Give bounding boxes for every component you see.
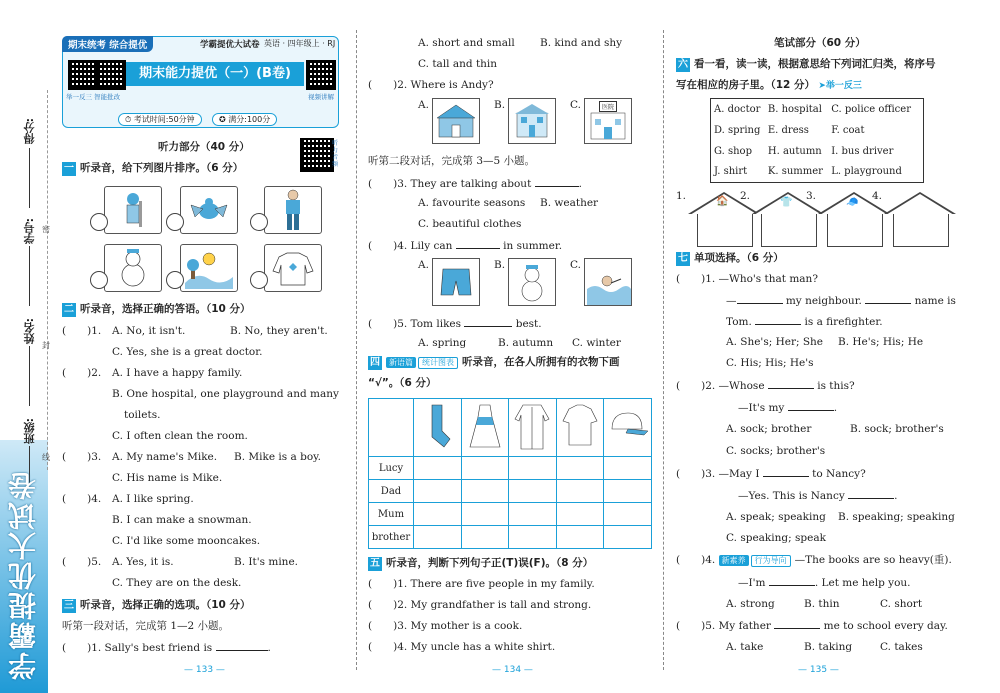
page-number: — 133 — [184,665,225,675]
answer-circle[interactable] [166,271,184,289]
doctor-icon: 🏠 [716,196,729,207]
house-3-box[interactable] [827,214,883,247]
column-divider-1 [356,30,357,670]
answer-circle[interactable] [250,213,268,231]
id-line [29,246,30,306]
tag-new-text: 新语篇 [386,357,416,368]
section-6-title: 看一看，读一读，根据意思给下列词汇归类，将序号 [694,58,936,70]
table-cell[interactable] [556,457,604,480]
q3-4-text-end: in summer. [503,240,563,252]
answer-circle[interactable] [250,271,268,289]
table-cell[interactable] [556,480,604,503]
listening-title: 听力部分（40 分） [158,141,250,153]
dress-icon [462,399,508,453]
q7-2-its: —It's my [738,402,785,414]
section-3-header [62,598,251,613]
q2-1-b: B. No, they aren't. [230,325,328,337]
header-tag: 期末统考 综合提优 [62,36,153,52]
q7-1-dash: — [726,295,737,307]
table-cell[interactable] [461,457,509,480]
bird-picture [180,186,238,234]
q7-3-start: ( )3. —May I [676,468,760,480]
q3-5-text-end: best. [515,318,542,330]
name-line [29,346,30,406]
column-divider-2 [663,30,664,670]
coat-header [509,399,557,457]
series-name: 学霸提优大试卷 [200,40,260,50]
q2-2-stem[interactable]: ( )2. [62,367,102,379]
table-cell[interactable] [414,480,462,503]
q7-4-a: A. strong [726,598,775,610]
man-picture [264,186,322,234]
q3-2-b-label: B. [494,99,506,111]
row-label-brother: brother [369,526,414,549]
q3-5-stem[interactable] [368,316,542,331]
q2-4-c: C. I'd like some mooncakes. [112,535,261,547]
word: L. playground [831,166,902,178]
q2-5-b: B. It's mine. [234,556,298,568]
firefighter-picture [104,186,162,234]
shirt-icon [557,399,603,453]
q7-2-start: ( )2. —Whose [676,380,765,392]
name-label: 姓名: [23,318,36,345]
qr-code-icon[interactable] [96,60,126,90]
q2-1-c: C. Yes, she is a great doctor. [112,346,263,358]
audio-qr-caption: 听力音频 [332,140,339,168]
section-4-title-cont: “√”。（6 分） [368,377,437,389]
q2-2-a: A. I have a happy family. [112,367,243,379]
q7-1-c: C. His; His; He's [726,357,814,369]
snowman-picture [508,258,556,306]
q3-3-stem[interactable]: ( )3. They are talking about . [368,178,582,190]
word: F. coat [831,124,865,136]
q7-4-books: —The books are so heavy(重). [794,554,952,566]
q3-4-b-label: B. [494,259,506,271]
q5-1[interactable]: ( )1. There are five people in my family. [368,578,595,590]
cut-mark-3: 线 [42,453,50,462]
q7-4-c: C. short [880,598,923,610]
q2-4-b: B. I can make a snowman. [112,514,252,526]
section-6-title-cont: 写在相应的房子里。（12 分） [676,79,816,91]
q7-4-help: . Let me help you. [814,577,911,589]
table-cell[interactable] [414,526,462,549]
q3-3-c: C. beautiful clothes [418,218,522,230]
q7-5-start: ( )5. My father [676,620,771,632]
house-2-label: 2. [740,190,751,202]
brand-logo-text: 学霸提优大试卷 [7,470,40,680]
section-number: 一 [64,163,74,174]
q7-4-line2 [738,575,911,590]
section-number: 七 [678,253,688,264]
answer-circle[interactable] [90,271,108,289]
cap-header [604,399,652,457]
q2-3-stem[interactable]: ( )3. [62,451,102,463]
q7-3-end: to Nancy? [812,468,866,480]
q5-2[interactable]: ( )2. My grandfather is tall and strong. [368,599,592,611]
q2-4-a: A. I like spring. [112,493,194,505]
q7-1-line2 [726,293,956,308]
q7-5-c: C. takes [880,641,923,653]
table-cell[interactable] [604,503,652,526]
word: A. doctor [714,103,761,115]
table-cell[interactable] [556,526,604,549]
exam-title: 期末能力提优（一）(B卷) [126,62,304,86]
house-picture [432,98,480,144]
section-number: 二 [64,304,74,315]
q3-1-text: ( )1. Sally's best friend is [62,642,213,654]
answer-blank[interactable] [216,640,268,651]
section-number: 六 [678,59,688,70]
q3-4-text: ( )4. Lily can [368,240,453,252]
table-cell[interactable] [414,457,462,480]
q3-1-stem[interactable]: ( )1. Sally's best friend is . [62,642,271,654]
section-3-title: 听录音，选择正确的选项。（10 分） [80,599,251,611]
house-4-box[interactable] [893,214,949,247]
q3-1-c: C. tall and thin [418,58,498,70]
table-cell[interactable] [509,480,557,503]
table-corner [369,399,414,457]
q7-5-end: me to school every day. [823,620,948,632]
q7-1-fire: is a firefighter. [804,316,883,328]
word: B. hospital [767,103,822,115]
section-7-title: 单项选择。（6 分） [694,252,784,264]
word: J. shirt [714,166,748,178]
q2-5-c: C. They are on the desk. [112,577,242,589]
row-label-lucy: Lucy [369,457,414,480]
page-number: — 135 — [798,665,839,675]
section-5-header [368,556,593,571]
qr-left-caption: 举一反三 智能批改 [66,93,121,101]
q7-2-line2 [738,400,837,415]
table-cell[interactable] [604,480,652,503]
q3-4-stem[interactable] [368,238,562,253]
q2-3-b: B. Mike is a boy. [234,451,322,463]
tag-behavior: 行为导向 [751,555,791,567]
q3-3-b: B. weather [540,197,599,209]
table-cell[interactable] [461,503,509,526]
section-2-title: 听录音，选择正确的答语。（10 分） [80,303,251,315]
table-cell[interactable] [604,457,652,480]
word: E. dress [767,124,809,136]
q7-4-start: ( )4. [676,554,716,566]
q7-3-line1[interactable] [676,466,866,481]
qr-right-caption: 视频讲解 [308,93,334,101]
q2-3-a: A. My name's Mike. [112,451,218,463]
q7-5-line1[interactable] [676,618,948,633]
q2-3-c: C. His name is Mike. [112,472,223,484]
q7-2-line1[interactable] [676,378,855,393]
table-cell[interactable] [414,503,462,526]
table-cell[interactable] [556,503,604,526]
q7-1-tom: Tom. [726,316,752,328]
audio-qr-code-icon[interactable] [300,138,334,172]
table-cell[interactable] [461,526,509,549]
section-6-header [676,57,936,72]
q2-2-c: C. I often clean the room. [112,430,248,442]
answer-blank[interactable] [768,378,814,389]
q7-4-im: —I'm [738,577,766,589]
row-label-dad: Dad [369,480,414,503]
q3-4-c-label: C. [570,259,581,271]
answer-blank[interactable] [755,314,801,325]
tag-new-literacy: 新素养 [719,555,749,566]
link-example[interactable]: ➤举一反三 [818,81,862,91]
q7-3-yes: —Yes. This is Nancy [738,490,845,502]
cut-mark-2: 封 [42,341,50,350]
exam-time-text: 考试时间:50分钟 [133,115,195,124]
cap-icon: 🧢 [846,197,859,208]
q7-4-line1[interactable] [676,553,952,567]
answer-blank[interactable] [535,176,579,187]
q7-2-b: B. sock; brother's [850,423,944,435]
q3-5-a: A. spring [418,337,467,349]
answer-blank[interactable] [848,488,894,499]
snowman-picture [104,244,162,292]
q7-1-mid: my neighbour. [785,295,862,307]
house-3-label: 3. [806,190,817,202]
q7-3-c: C. speaking; speak [726,532,826,544]
answer-circle[interactable] [166,213,184,231]
section-5-title: 听录音，判断下列句子正(T)误(F)。（8 分） [386,557,594,569]
q2-4-stem[interactable]: ( )4. [62,493,102,505]
q7-3-line2 [738,488,897,503]
exam-time: ⏱ 考试时间:50分钟 [118,113,202,126]
q3-5-b: B. autumn [498,337,554,349]
section-6-title-cont-row [676,78,862,93]
section-7-header [676,251,784,266]
q7-1-line3 [726,314,883,329]
q2-5-a: A. Yes, it is. [112,556,174,568]
cut-line [47,90,48,470]
dress-header [461,399,509,457]
q2-1-stem[interactable]: ( )1. [62,325,102,337]
section-number: 四 [370,357,380,368]
shirt-header [556,399,604,457]
house-roof-inner [886,194,954,215]
q7-4-b: B. thin [804,598,840,610]
q3-2-c-label: C. [570,99,581,111]
house-1-label: 1. [676,190,687,202]
q2-1-a: A. No, it isn't. [112,325,186,337]
subject-meta: 英语 · 四年级上 · RJ [264,39,336,48]
sock-header [414,399,462,457]
page-number: — 134 — [492,665,533,675]
word: C. police officer [831,103,911,115]
hospital-picture [584,98,632,144]
answer-blank[interactable] [763,466,809,477]
answer-blank[interactable] [456,238,500,249]
word: I. bus driver [831,145,894,157]
q7-2-c: C. socks; brother's [726,445,826,457]
q7-2-end: is this? [817,380,855,392]
q7-5-a: A. take [726,641,764,653]
q3-3-a: A. favourite seasons [418,197,526,209]
school-picture [508,98,556,144]
shorts-picture [432,258,480,306]
section-4-title: 听录音，在各人所拥有的衣物下画 [462,356,620,368]
score-label: 得分: [23,118,36,145]
section-2-header [62,302,251,317]
answer-circle[interactable] [90,213,108,231]
q3-1-b: B. kind and shy [540,37,623,49]
q7-1-b: B. He's; His; He [838,336,924,348]
answer-blank[interactable] [788,400,834,411]
q3-5-text: ( )5. Tom likes [368,318,462,330]
cap-icon [604,399,650,453]
q7-5-b: B. taking [804,641,853,653]
answer-blank[interactable] [464,316,512,327]
q7-2-dot: . [833,402,838,414]
clothes-table [368,398,652,549]
q3-4-a-label: A. [418,259,429,271]
q3-2-a-label: A. [418,99,429,111]
word-bank [710,98,924,183]
word: K. summer [767,166,823,178]
q7-3-b: B. speaking; speaking [838,511,955,523]
sock-icon [414,399,460,453]
qr-code-icon[interactable] [306,60,336,90]
q7-3-a: A. speak; speaking [726,511,826,523]
table-cell[interactable] [509,457,557,480]
row-label-mum: Mum [369,503,414,526]
sweater-picture [264,244,322,292]
house-4-label: 4. [872,190,883,202]
clothes-icon: 👕 [780,197,793,208]
section-number: 五 [370,558,380,569]
answer-blank[interactable] [865,293,911,304]
score-line [29,148,30,208]
q2-2-b-cont: toilets. [124,409,161,421]
word: D. spring [714,124,761,136]
q3-1-a: A. short and small [418,37,515,49]
word: H. autumn [767,145,822,157]
q7-1-a: A. She's; Her; She [726,336,824,348]
writing-title: 笔试部分（60 分） [774,37,866,49]
house-2-box[interactable] [761,214,817,247]
exam-score-text: 满分:100分 [228,115,271,124]
q7-3-dot: . [894,490,898,502]
table-cell[interactable] [509,503,557,526]
answer-blank[interactable] [774,618,820,629]
dialogue-2-intro: 听第二段对话，完成第 3—5 小题。 [368,155,536,167]
coat-icon [509,399,555,453]
exam-score: ✪ 满分:100分 [212,113,277,126]
q3-5-c: C. winter [572,337,621,349]
q3-2-stem[interactable]: ( )2. Where is Andy? [368,79,494,91]
id-label: 学号: [23,218,36,245]
answer-blank[interactable] [769,575,815,586]
section-3-intro: 听第一段对话，完成第 1—2 小题。 [62,620,230,632]
tag-chart: 统计图表 [418,357,458,369]
q2-5-stem[interactable]: ( )5. [62,556,102,568]
section-number: 三 [64,600,74,611]
swimming-picture [584,258,632,306]
section-1-header [62,161,243,176]
q3-3-text: ( )3. They are talking about [368,178,532,190]
hospital-sign: 医院 [599,101,617,112]
q7-1-line1[interactable]: ( )1. —Who's that man? [676,273,818,285]
q5-3[interactable]: ( )3. My mother is a cook. [368,620,523,632]
section-4-header [368,355,620,370]
word: G. shop [714,145,752,157]
table-cell[interactable] [509,526,557,549]
table-cell[interactable] [604,526,652,549]
house-1-box[interactable] [697,214,753,247]
park-picture [180,244,238,292]
table-cell[interactable] [461,480,509,503]
q7-2-a: A. sock; brother [726,423,812,435]
class-label: 班级: [23,418,36,445]
q2-2-b: B. One hospital, one playground and many [112,388,339,400]
q7-1-end: name is [914,295,956,307]
q5-4[interactable]: ( )4. My uncle has a white shirt. [368,641,556,653]
qr-code-icon[interactable] [68,60,98,90]
cut-mark-1: 密 [42,225,50,234]
section-1-title: 听录音，给下列图片排序。（6 分） [80,162,244,174]
answer-blank[interactable] [737,293,783,304]
